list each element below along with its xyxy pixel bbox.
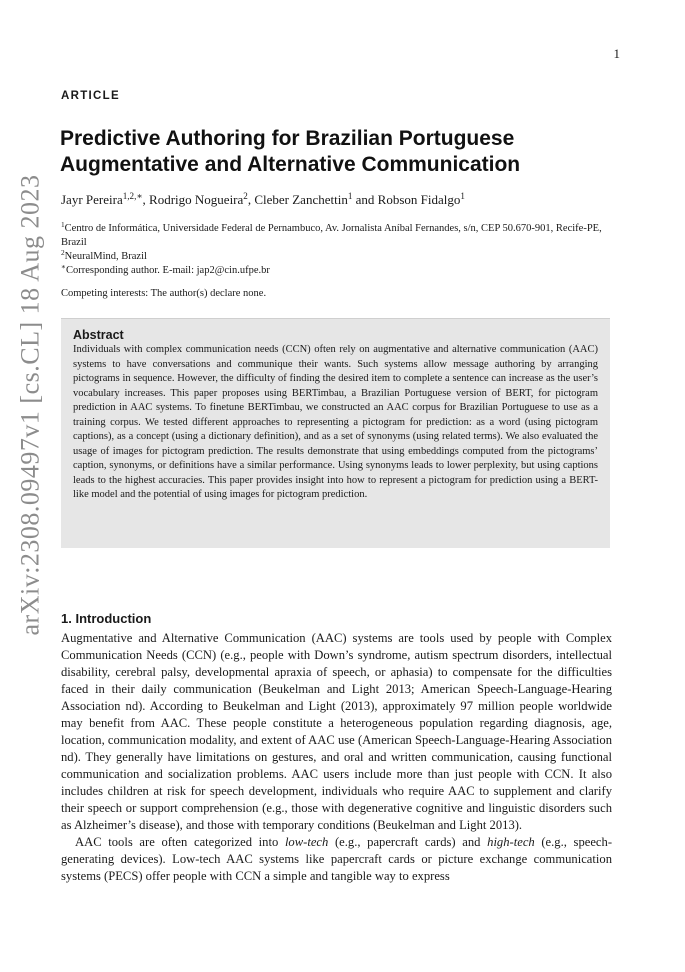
abstract-box (61, 318, 610, 548)
author-affiliation-marker: 1 (460, 191, 465, 201)
author-affiliation-marker: 1 (347, 191, 353, 201)
affiliation-marker: 2 (61, 247, 65, 257)
affiliation-marker: 1 (61, 219, 65, 229)
arxiv-identifier: arXiv:2308.09497v1 [cs.CL] 18 Aug 2023 (15, 174, 44, 636)
arxiv-side-stamp (8, 160, 52, 650)
affiliation-item (61, 261, 621, 278)
paragraph-text: AAC tools are often categorized into (75, 835, 285, 849)
abstract-heading: Abstract (73, 328, 124, 342)
author-list (61, 192, 465, 208)
article-label: ARTICLE (61, 90, 120, 102)
paragraph-text: (e.g., speech-generating devices). Low-tech AAC systems like papercraft cards or picture exchange communication systems (PECS) offer people with CCN a simple and tangible way to express (61, 835, 613, 883)
body-paragraph: Augmentative and Alternative Communication (AAC) systems are tools used by people with Complex Communication Needs (CCN) (e.g., people with Down’s syndrome, autism spectrum disorders, intellectual disability, cerebral palsy, developmental apraxia of speech, or aphasia) to compensate for the difficulties faced in their daily communication (Beukelman and Light 2013; American Speech-Language-Hearing Association nd). According to Beukelman and Light (2013), approximately 97 million people worldwide may benefit from AAC. These people constitute a heterogeneous population regarding diagnosis, age, location, communication modality, and extent of AAC use (American Speech-Language-Hearing Association nd). They generally have limitations on gestures, and oral and written communication, causing functional communication and socialization problems. AAC users include more than just people with CCN. It also includes children at risk for speech development, individuals who require AAC to supplement and clarify their speech or support comprehension (e.g., those with degenerative cognitive and linguistic disorders such as Alzheimer’s disease), and those with temporary conditions (Beukelman and Light 2013). (61, 631, 612, 832)
affiliation-item (61, 247, 621, 264)
author-name: Jayr Pereira (61, 192, 123, 207)
author-separator: and (352, 192, 378, 207)
author-affiliation-marker: 1,2,∗ (122, 191, 143, 201)
body-paragraph (61, 834, 612, 885)
emphasis-term: high-tech (487, 835, 535, 849)
section-heading-introduction: 1. Introduction (61, 611, 152, 626)
abstract-text: Individuals with complex communication needs (CCN) often rely on augmentative and alternative communication (AAC) systems to have conversations and communique their wants. Such systems allow message authoring by arranging pictograms in sequence. However, the difficulty of finding the desired item to complete a sentence can increase as the user’s vocabulary increases. This paper proposes using BERTimbau, a Brazilian Portuguese version of BERT, for pictogram prediction in AAC systems. To finetune BERTimbau, we constructed an AAC corpus for Brazilian Portuguese to use as a training corpus. We tested different approaches to representing a pictogram for prediction: as a word (using pictogram captions), as a concept (using a dictionary definition), and as a set of synonyms (using related terms). We also evaluated the usage of images for pictogram prediction. The results demonstrate that using embeddings computed from the pictograms’ caption, synonyms, or definitions have a similar performance. Using synonyms leads to lower perplexity, but using captions leads to the highest accuracies. This paper provides insight into how to represent a pictogram for prediction using a BERT-like model and the potential of using images for pictogram prediction. (73, 344, 598, 500)
affiliation-marker: ∗ (61, 261, 66, 271)
author-separator: , (247, 192, 255, 207)
affiliation-text: Centro de Informática, Universidade Federal de Pernambuco, Av. Jornalista Aníbal Fernandes, s/n, CEP 50.670-901, Recife-PE, Brazil (61, 223, 602, 248)
competing-interests: Competing interests: The author(s) declare none. (61, 288, 267, 299)
author-separator: , (142, 192, 150, 207)
affiliation-item (61, 219, 621, 250)
affiliation-text: Corresponding author. E-mail: jap2@cin.ufpe.br (66, 265, 270, 276)
affiliation-list (61, 219, 621, 278)
introduction-body (61, 630, 612, 885)
paragraph-text: (e.g., papercraft cards) and (328, 835, 488, 849)
affiliation-text: NeuralMind, Brazil (64, 251, 147, 262)
author-name: Cleber Zanchettin (254, 192, 348, 207)
emphasis-term: low-tech (284, 835, 329, 849)
page-number: 1 (613, 46, 620, 61)
author-name: Robson Fidalgo (377, 192, 461, 207)
author-affiliation-marker: 2 (243, 191, 248, 201)
paper-title: Predictive Authoring for Brazilian Portuguese Augmentative and Alternative Communication (60, 127, 521, 176)
author-name: Rodrigo Nogueira (149, 192, 244, 207)
